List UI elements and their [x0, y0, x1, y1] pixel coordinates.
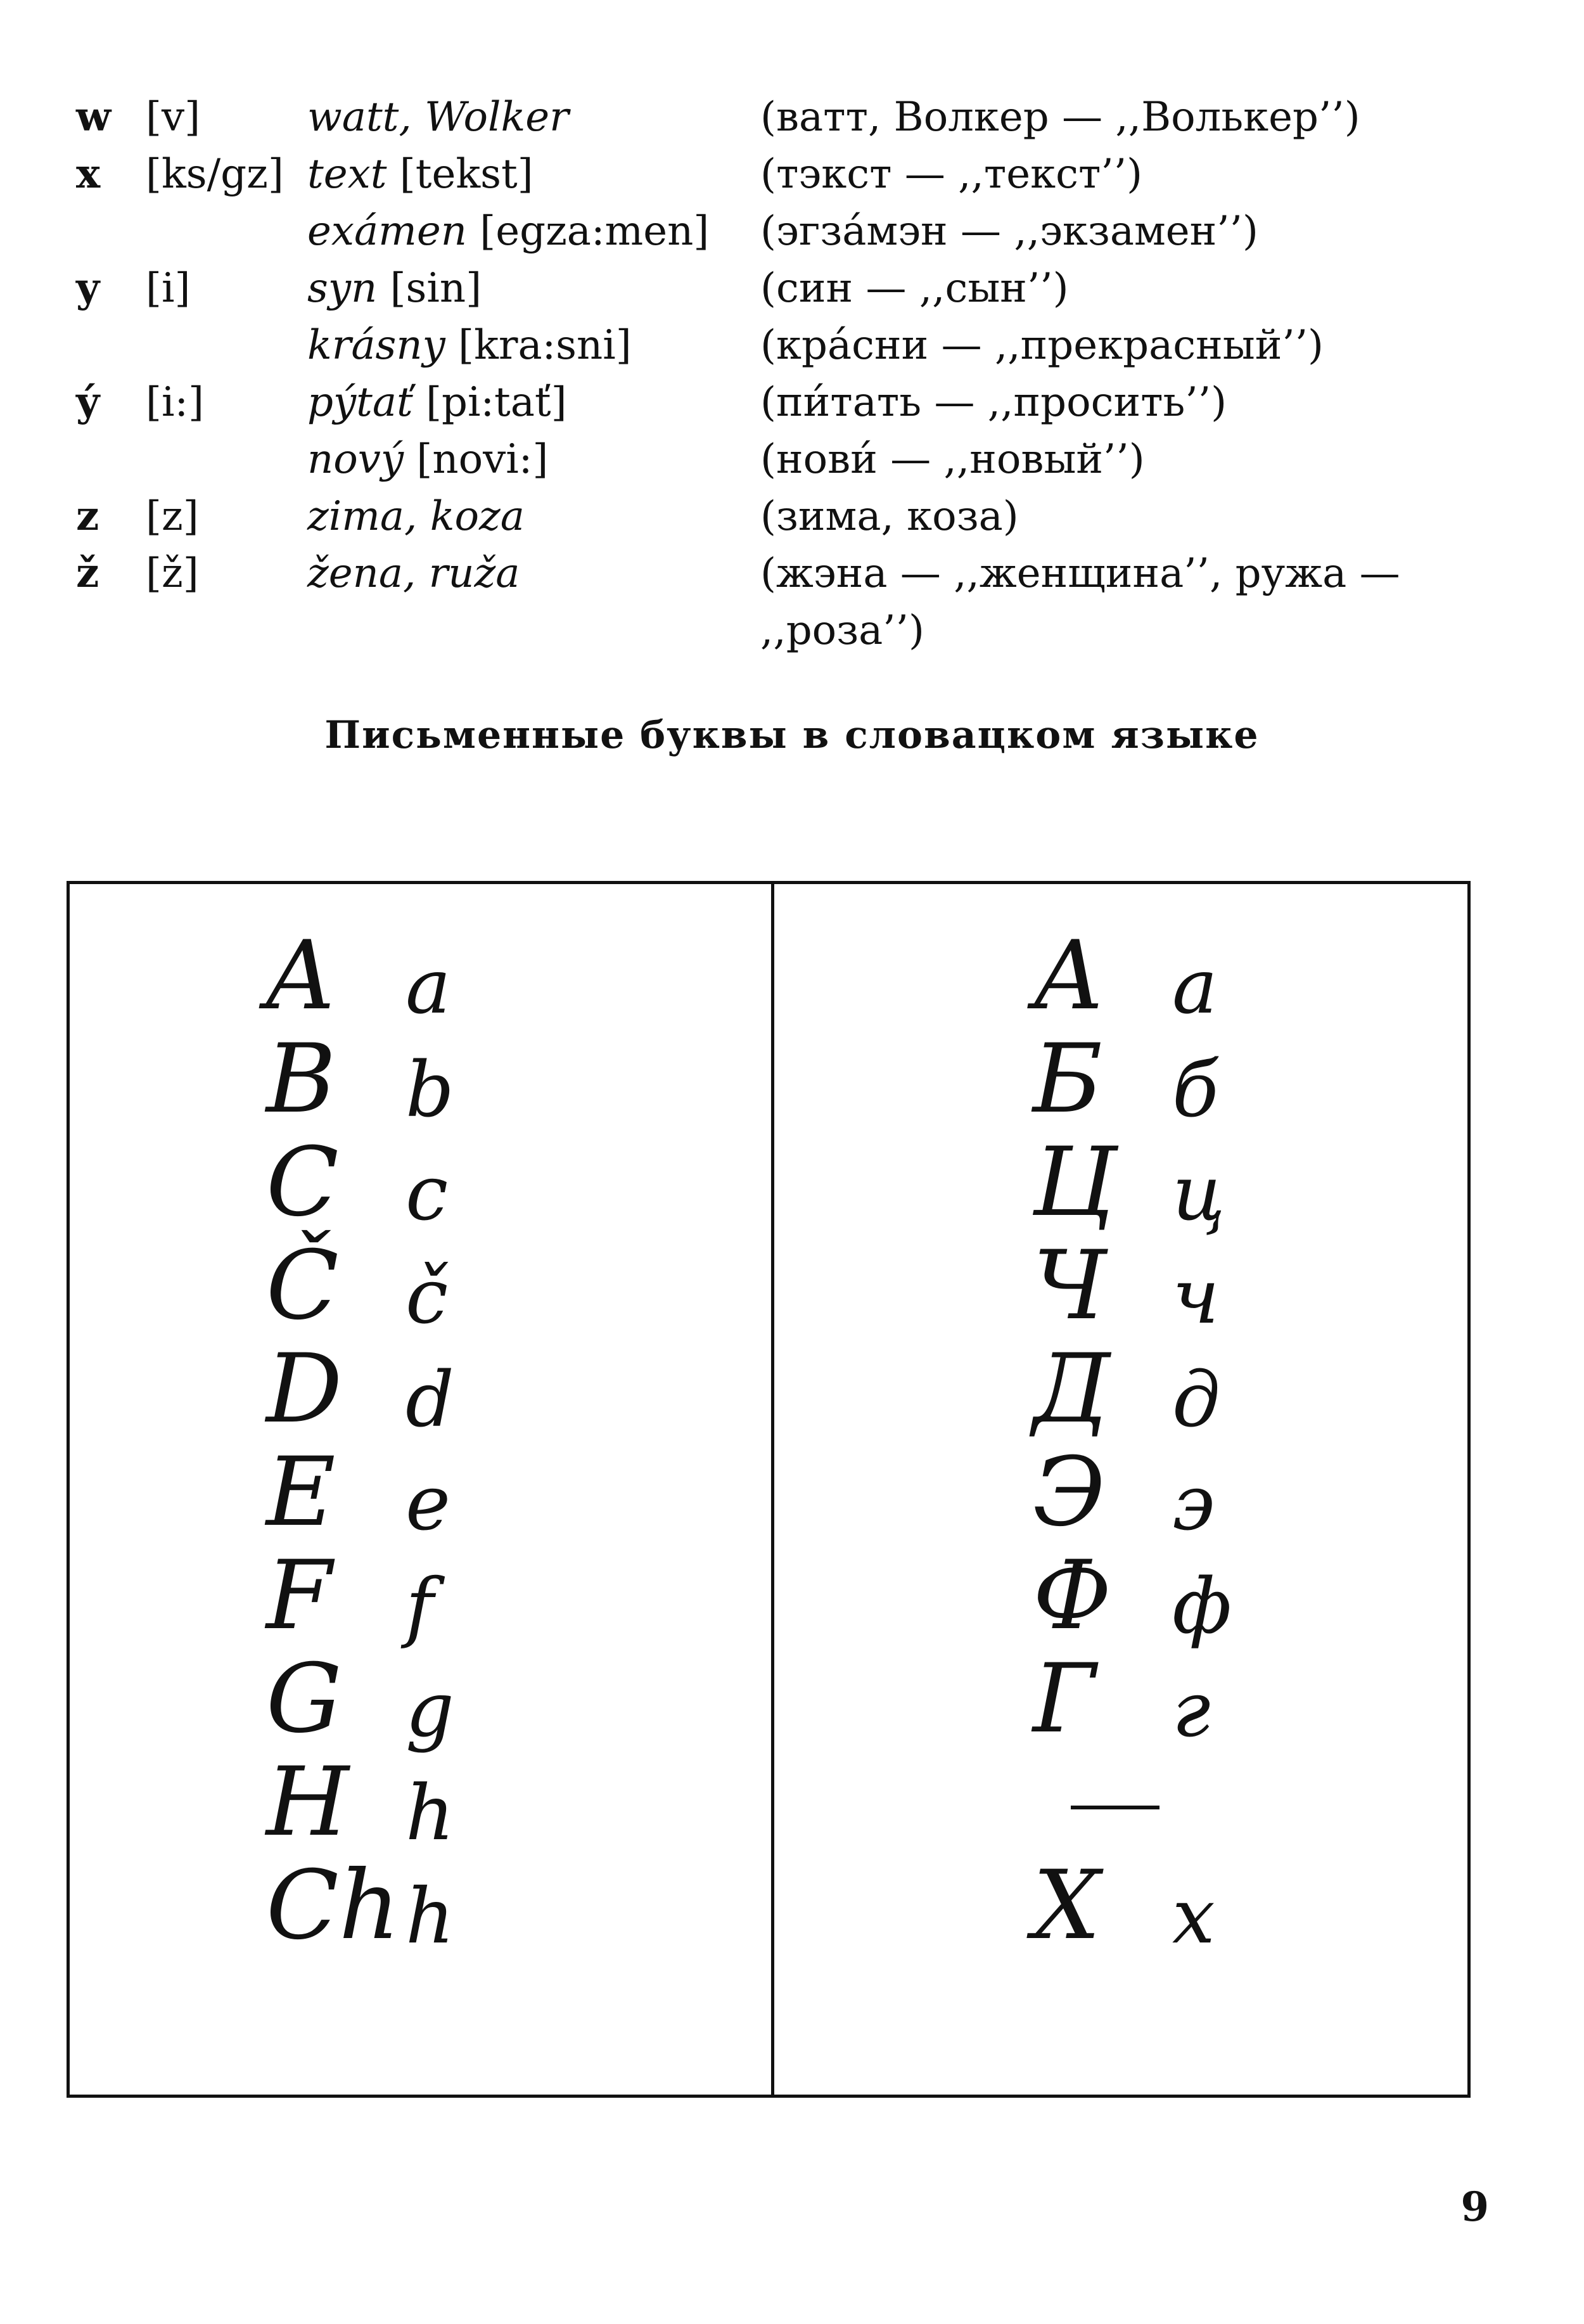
example-word: exámen	[307, 208, 467, 255]
example	[307, 488, 525, 545]
letter-pair	[1033, 1127, 1413, 1238]
pronunciation-table	[76, 89, 1533, 659]
example-word: krásny	[307, 322, 445, 369]
example	[307, 431, 548, 488]
letter-pair	[1033, 1644, 1413, 1755]
example-word: zima, koza	[307, 493, 525, 540]
translation: (эгза́мэн — ,,экзамен’’)	[760, 208, 1258, 255]
example-word: text	[307, 151, 387, 198]
uppercase-letter: Э	[1033, 1437, 1106, 1548]
letter: x	[76, 150, 101, 198]
letter-pair	[1033, 1755, 1413, 1858]
letter: ž	[76, 549, 99, 597]
letter-ipa: [v]	[146, 94, 201, 141]
letter-pair	[266, 1644, 646, 1755]
example	[307, 260, 482, 317]
letter-pair	[266, 1127, 646, 1238]
lowercase-letter: ц	[1172, 1150, 1225, 1238]
pronunciation-row	[76, 146, 1533, 203]
uppercase-letter: Б	[1033, 1024, 1103, 1134]
uppercase-letter: Г	[1033, 1644, 1096, 1754]
page-number: 9	[1460, 2183, 1489, 2231]
letter-pair	[1033, 921, 1413, 1032]
translation: (нови́ — ,,новый’’)	[760, 436, 1145, 483]
pronunciation-row	[76, 203, 1533, 260]
translation: (жэна — ,,женщина’’, ружа —	[760, 550, 1400, 597]
pronunciation-row	[76, 374, 1533, 431]
pronunciation-row	[76, 431, 1533, 488]
letter-pair	[1033, 1024, 1413, 1135]
uppercase-letter: G	[266, 1644, 342, 1754]
example	[307, 374, 567, 431]
slovak-script-column	[266, 921, 646, 1961]
lowercase-letter: b	[406, 1046, 454, 1134]
letter: z	[76, 492, 99, 540]
example-word: žena, ruža	[307, 550, 520, 597]
uppercase-letter: Ф	[1033, 1541, 1112, 1651]
example	[307, 89, 569, 146]
example	[307, 146, 533, 203]
example-ipa: [egza:men]	[480, 208, 710, 255]
lowercase-letter: h	[406, 1769, 455, 1858]
example-word: nový	[307, 436, 404, 483]
lowercase-letter: г	[1172, 1666, 1211, 1754]
letter-ipa: [i]	[146, 265, 191, 312]
lowercase-letter: э	[1172, 1460, 1215, 1548]
lowercase-letter: h	[406, 1873, 455, 1961]
uppercase-letter: Č	[266, 1231, 339, 1341]
pronunciation-row	[76, 488, 1533, 545]
section-heading: Письменные буквы в словацком языке	[324, 713, 1260, 757]
uppercase-letter: A	[266, 921, 335, 1031]
uppercase-letter: D	[266, 1334, 343, 1444]
letter-pair	[1033, 1851, 1413, 1961]
example-ipa: [pi:tať]	[426, 379, 567, 426]
example	[307, 545, 520, 602]
translation: (ватт, Волкер — ,,Волькер’’)	[760, 94, 1360, 141]
lowercase-letter: e	[406, 1460, 451, 1548]
example-ipa: [sin]	[390, 265, 482, 312]
letter-ipa: [ks/gz]	[146, 151, 284, 198]
translation: (зима, коза)	[760, 493, 1019, 540]
column-divider	[771, 884, 774, 2095]
letter-ipa: [z]	[146, 493, 199, 540]
lowercase-letter: d	[406, 1356, 454, 1444]
letter-pair	[266, 1851, 646, 1961]
letter: y	[76, 264, 100, 312]
example	[307, 203, 709, 260]
lowercase-letter: д	[1172, 1356, 1221, 1444]
pronunciation-row	[76, 89, 1533, 146]
letter: ý	[76, 378, 100, 426]
example-ipa: [tekst]	[399, 151, 533, 198]
lowercase-letter: g	[406, 1666, 454, 1754]
letter-pair	[1033, 1541, 1413, 1652]
letter-pair	[266, 1024, 646, 1135]
lowercase-letter: б	[1172, 1046, 1219, 1134]
lowercase-letter: c	[406, 1150, 449, 1238]
pronunciation-row	[76, 545, 1533, 602]
pronunciation-row	[76, 260, 1533, 317]
example-ipa: [novi:]	[416, 436, 549, 483]
translation: (син — ,,сын’’)	[760, 265, 1069, 312]
uppercase-letter: Д	[1033, 1334, 1110, 1444]
letter-pair	[266, 1541, 646, 1652]
pronunciation-row	[76, 602, 1533, 659]
letter-pair	[1033, 1231, 1413, 1342]
uppercase-letter: C	[266, 1127, 339, 1238]
uppercase-letter: B	[266, 1024, 336, 1134]
uppercase-letter: F	[266, 1541, 333, 1651]
letter-pair	[1033, 1334, 1413, 1445]
uppercase-letter: H	[266, 1747, 349, 1858]
letter-pair	[266, 1231, 646, 1342]
uppercase-letter: Ch	[266, 1851, 400, 1961]
letter-pair	[266, 1334, 646, 1445]
translation: (пи́тать — ,,просить’’)	[760, 379, 1227, 426]
lowercase-letter: а	[1172, 943, 1218, 1031]
translation: (тэкст — ,,текст’’)	[760, 151, 1143, 198]
letter-pair	[266, 1437, 646, 1548]
letter-pair	[1033, 1437, 1413, 1548]
letter-pair	[266, 1747, 646, 1858]
letter-pair	[266, 921, 646, 1032]
russian-script-column	[1033, 921, 1413, 1961]
pronunciation-row	[76, 317, 1533, 374]
letter-ipa: [i:]	[146, 379, 204, 426]
example-word: syn	[307, 265, 378, 312]
uppercase-letter: Ц	[1033, 1127, 1116, 1238]
example-word: watt, Wolker	[307, 94, 569, 141]
translation: ,,роза’’)	[760, 607, 924, 654]
lowercase-letter: č	[406, 1253, 449, 1341]
lowercase-letter: ч	[1172, 1253, 1220, 1341]
uppercase-letter: А	[1033, 921, 1105, 1031]
uppercase-letter: Ч	[1033, 1231, 1106, 1341]
uppercase-letter: Х	[1033, 1851, 1101, 1961]
uppercase-letter: E	[266, 1437, 336, 1548]
translation: (кра́сни — ,,прекрасный’’)	[760, 322, 1324, 369]
letter-ipa: [ž]	[146, 550, 199, 597]
lowercase-letter: f	[406, 1563, 434, 1651]
lowercase-letter: ф	[1172, 1563, 1232, 1651]
lowercase-letter: a	[406, 943, 451, 1031]
handwriting-table	[67, 881, 1471, 2098]
letter: w	[76, 93, 112, 141]
example-word: pýtať	[307, 379, 413, 426]
example-ipa: [kra:sni]	[458, 322, 632, 369]
example	[307, 317, 632, 374]
lowercase-letter: х	[1172, 1873, 1215, 1961]
dash-mark	[1071, 1806, 1159, 1809]
